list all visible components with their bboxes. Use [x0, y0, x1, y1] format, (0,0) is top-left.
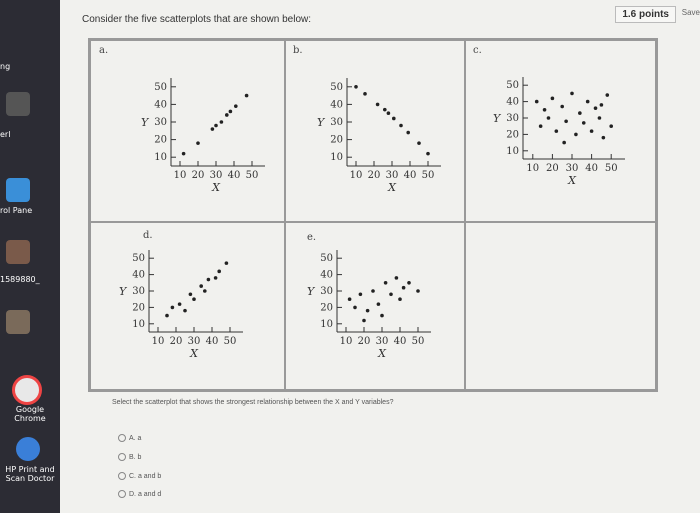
taskbar-item[interactable] — [0, 206, 60, 215]
plot-label: e. — [307, 232, 317, 243]
data-point — [560, 105, 564, 109]
data-point — [362, 319, 366, 323]
data-point — [399, 124, 403, 128]
x-tick-label: 10 — [151, 336, 165, 347]
y-tick-label: 10 — [154, 152, 167, 164]
y-tick-label: 30 — [132, 286, 145, 297]
plot-label: d. — [143, 230, 153, 241]
x-tick-label: 20 — [191, 170, 205, 181]
taskbar-item[interactable] — [0, 62, 60, 71]
y-tick-label: 40 — [330, 99, 343, 111]
y-tick-label: 20 — [154, 134, 167, 146]
data-point — [376, 103, 380, 107]
data-point — [392, 117, 396, 121]
option-c[interactable] — [118, 472, 161, 480]
plot-cell-b — [284, 40, 466, 223]
x-tick-label: 20 — [546, 163, 559, 174]
y-tick-label: 10 — [132, 318, 145, 330]
control-panel-icon[interactable] — [6, 178, 30, 202]
option-label: B. b — [129, 453, 142, 461]
radio-button[interactable] — [118, 472, 126, 480]
data-point — [582, 121, 586, 125]
x-tick-label: 50 — [411, 336, 425, 347]
data-point — [605, 93, 609, 97]
y-tick-label: 40 — [132, 269, 145, 281]
data-point — [598, 116, 602, 120]
data-point — [562, 141, 566, 145]
data-point — [377, 302, 381, 306]
data-point — [354, 85, 358, 89]
x-tick-label: 40 — [393, 336, 407, 347]
data-point — [570, 92, 574, 96]
x-axis-label: X — [190, 347, 198, 360]
x-axis-label: X — [212, 181, 220, 194]
plots-grid — [88, 38, 658, 392]
data-point — [407, 281, 411, 285]
plot-cell-a — [90, 40, 286, 223]
plot-label: a. — [99, 45, 109, 56]
x-tick-label: 30 — [209, 170, 223, 181]
taskbar-label: erl — [0, 130, 11, 139]
data-point — [406, 131, 410, 135]
x-tick-label: 10 — [173, 170, 187, 181]
hp-icon[interactable] — [16, 437, 40, 461]
data-point — [214, 276, 218, 280]
data-point — [547, 116, 551, 120]
x-tick-label: 10 — [339, 336, 353, 347]
x-tick-label: 50 — [223, 336, 237, 347]
data-point — [211, 127, 215, 131]
data-point — [402, 286, 406, 290]
data-point — [229, 110, 233, 114]
data-point — [203, 289, 207, 293]
data-point — [371, 289, 375, 293]
option-a[interactable] — [118, 434, 141, 442]
data-point — [586, 100, 590, 104]
data-point — [189, 292, 193, 296]
save-button[interactable]: Save — [681, 8, 700, 17]
x-tick-label: 40 — [205, 336, 219, 347]
scatterplot-c — [465, 41, 653, 216]
data-point — [214, 124, 218, 128]
x-axis-label: X — [378, 347, 386, 360]
taskbar-label: HP Print and Scan Doctor — [5, 465, 55, 483]
plot-label: c. — [473, 45, 482, 56]
data-point — [395, 276, 399, 280]
plot-cell-e — [284, 221, 466, 390]
data-point — [217, 270, 221, 274]
data-point — [353, 306, 357, 310]
x-axis-label: X — [388, 181, 396, 194]
plot-cell-d — [90, 221, 286, 390]
data-point — [574, 133, 578, 137]
radio-button[interactable] — [118, 453, 126, 461]
data-point — [245, 94, 249, 98]
scatterplot-d — [91, 222, 281, 387]
points-badge: 1.6 points — [615, 6, 676, 23]
data-point — [387, 111, 391, 115]
data-point — [555, 129, 559, 133]
y-tick-label: 40 — [320, 269, 333, 281]
y-tick-label: 30 — [330, 117, 343, 128]
data-point — [590, 129, 594, 133]
y-tick-label: 40 — [154, 99, 167, 111]
option-d[interactable] — [118, 490, 161, 498]
y-tick-label: 10 — [506, 145, 519, 157]
question-text: Consider the five scatterplots that are shown below: — [82, 14, 312, 25]
data-point — [359, 292, 363, 296]
x-tick-label: 50 — [421, 170, 435, 181]
y-tick-label: 50 — [132, 253, 145, 265]
option-label: A. a — [129, 434, 142, 442]
taskbar — [0, 0, 60, 513]
y-tick-label: 50 — [330, 81, 343, 93]
data-point — [578, 111, 582, 115]
y-tick-label: 20 — [506, 129, 519, 141]
x-tick-label: 10 — [526, 163, 540, 174]
data-point — [199, 284, 203, 288]
y-tick-label: 20 — [320, 302, 333, 314]
x-tick-label: 30 — [187, 336, 201, 347]
data-point — [551, 97, 555, 101]
app-icon[interactable] — [6, 92, 30, 116]
taskbar-item[interactable] — [0, 275, 60, 284]
image-icon[interactable] — [6, 240, 30, 264]
x-tick-label: 30 — [385, 170, 399, 181]
y-tick-label: 50 — [154, 81, 167, 93]
chrome-icon[interactable] — [12, 375, 42, 405]
data-point — [383, 108, 387, 112]
image-icon[interactable] — [6, 310, 30, 334]
y-axis-label: Y — [307, 285, 315, 298]
option-b[interactable] — [118, 453, 141, 461]
data-point — [600, 103, 604, 107]
data-point — [602, 136, 606, 140]
x-tick-label: 50 — [245, 170, 259, 181]
data-point — [178, 302, 182, 306]
data-point — [398, 297, 402, 301]
taskbar-label: ng — [0, 62, 11, 71]
data-point — [348, 297, 352, 301]
scatterplot-b — [285, 41, 463, 216]
y-tick-label: 20 — [330, 134, 343, 146]
y-tick-label: 10 — [330, 152, 343, 164]
data-point — [234, 104, 238, 108]
taskbar-label: Google Chrome — [14, 405, 46, 423]
y-tick-label: 30 — [320, 286, 333, 297]
data-point — [564, 119, 568, 123]
prompt-text: Select the scatterplot that shows the strongest relationship between the X and Y variables? — [112, 399, 394, 406]
taskbar-item[interactable] — [0, 130, 60, 139]
radio-button[interactable] — [118, 490, 126, 498]
taskbar-item[interactable] — [0, 465, 60, 483]
x-tick-label: 30 — [375, 336, 389, 347]
data-point — [389, 292, 393, 296]
y-axis-label: Y — [119, 285, 127, 298]
data-point — [380, 314, 384, 318]
scatterplot-e — [285, 222, 463, 387]
data-point — [594, 106, 598, 110]
option-label: D. a and d — [129, 490, 162, 498]
data-point — [171, 306, 175, 310]
data-point — [196, 141, 200, 145]
y-axis-label: Y — [141, 116, 149, 129]
y-axis-label: Y — [317, 116, 325, 129]
x-tick-label: 50 — [604, 163, 618, 174]
data-point — [165, 314, 169, 318]
plot-label: b. — [293, 45, 303, 56]
data-point — [220, 120, 224, 124]
data-point — [225, 113, 229, 117]
data-point — [183, 309, 187, 313]
y-tick-label: 30 — [154, 117, 167, 128]
data-point — [207, 278, 211, 282]
x-tick-label: 40 — [403, 170, 417, 181]
quiz-page — [60, 0, 700, 513]
data-point — [182, 152, 186, 156]
taskbar-item[interactable] — [0, 405, 60, 423]
data-point — [417, 141, 421, 145]
data-point — [225, 261, 229, 265]
scatterplot-a — [91, 41, 281, 216]
y-tick-label: 50 — [320, 253, 333, 265]
y-tick-label: 40 — [506, 96, 519, 108]
x-tick-label: 40 — [227, 170, 241, 181]
taskbar-label: 1589880_ — [0, 275, 40, 284]
taskbar-label: rol Pane — [0, 206, 33, 215]
data-point — [609, 124, 613, 128]
data-point — [366, 309, 370, 313]
data-point — [426, 152, 430, 156]
x-axis-label: X — [568, 174, 576, 187]
data-point — [543, 108, 547, 112]
data-point — [416, 289, 420, 293]
x-tick-label: 20 — [169, 336, 183, 347]
y-tick-label: 20 — [132, 302, 145, 314]
data-point — [535, 100, 539, 104]
x-tick-label: 20 — [357, 336, 371, 347]
y-tick-label: 10 — [320, 318, 333, 330]
data-point — [192, 297, 196, 301]
data-point — [363, 92, 367, 96]
plot-cell-c — [464, 40, 656, 223]
y-tick-label: 30 — [506, 113, 519, 124]
y-axis-label: Y — [493, 112, 501, 125]
x-tick-label: 30 — [565, 163, 579, 174]
data-point — [539, 124, 543, 128]
x-tick-label: 20 — [367, 170, 381, 181]
x-tick-label: 10 — [349, 170, 363, 181]
data-point — [384, 281, 388, 285]
radio-button[interactable] — [118, 434, 126, 442]
x-tick-label: 40 — [585, 163, 598, 174]
option-label: C. a and b — [129, 472, 162, 480]
empty-cell — [464, 221, 656, 390]
y-tick-label: 50 — [506, 80, 519, 92]
